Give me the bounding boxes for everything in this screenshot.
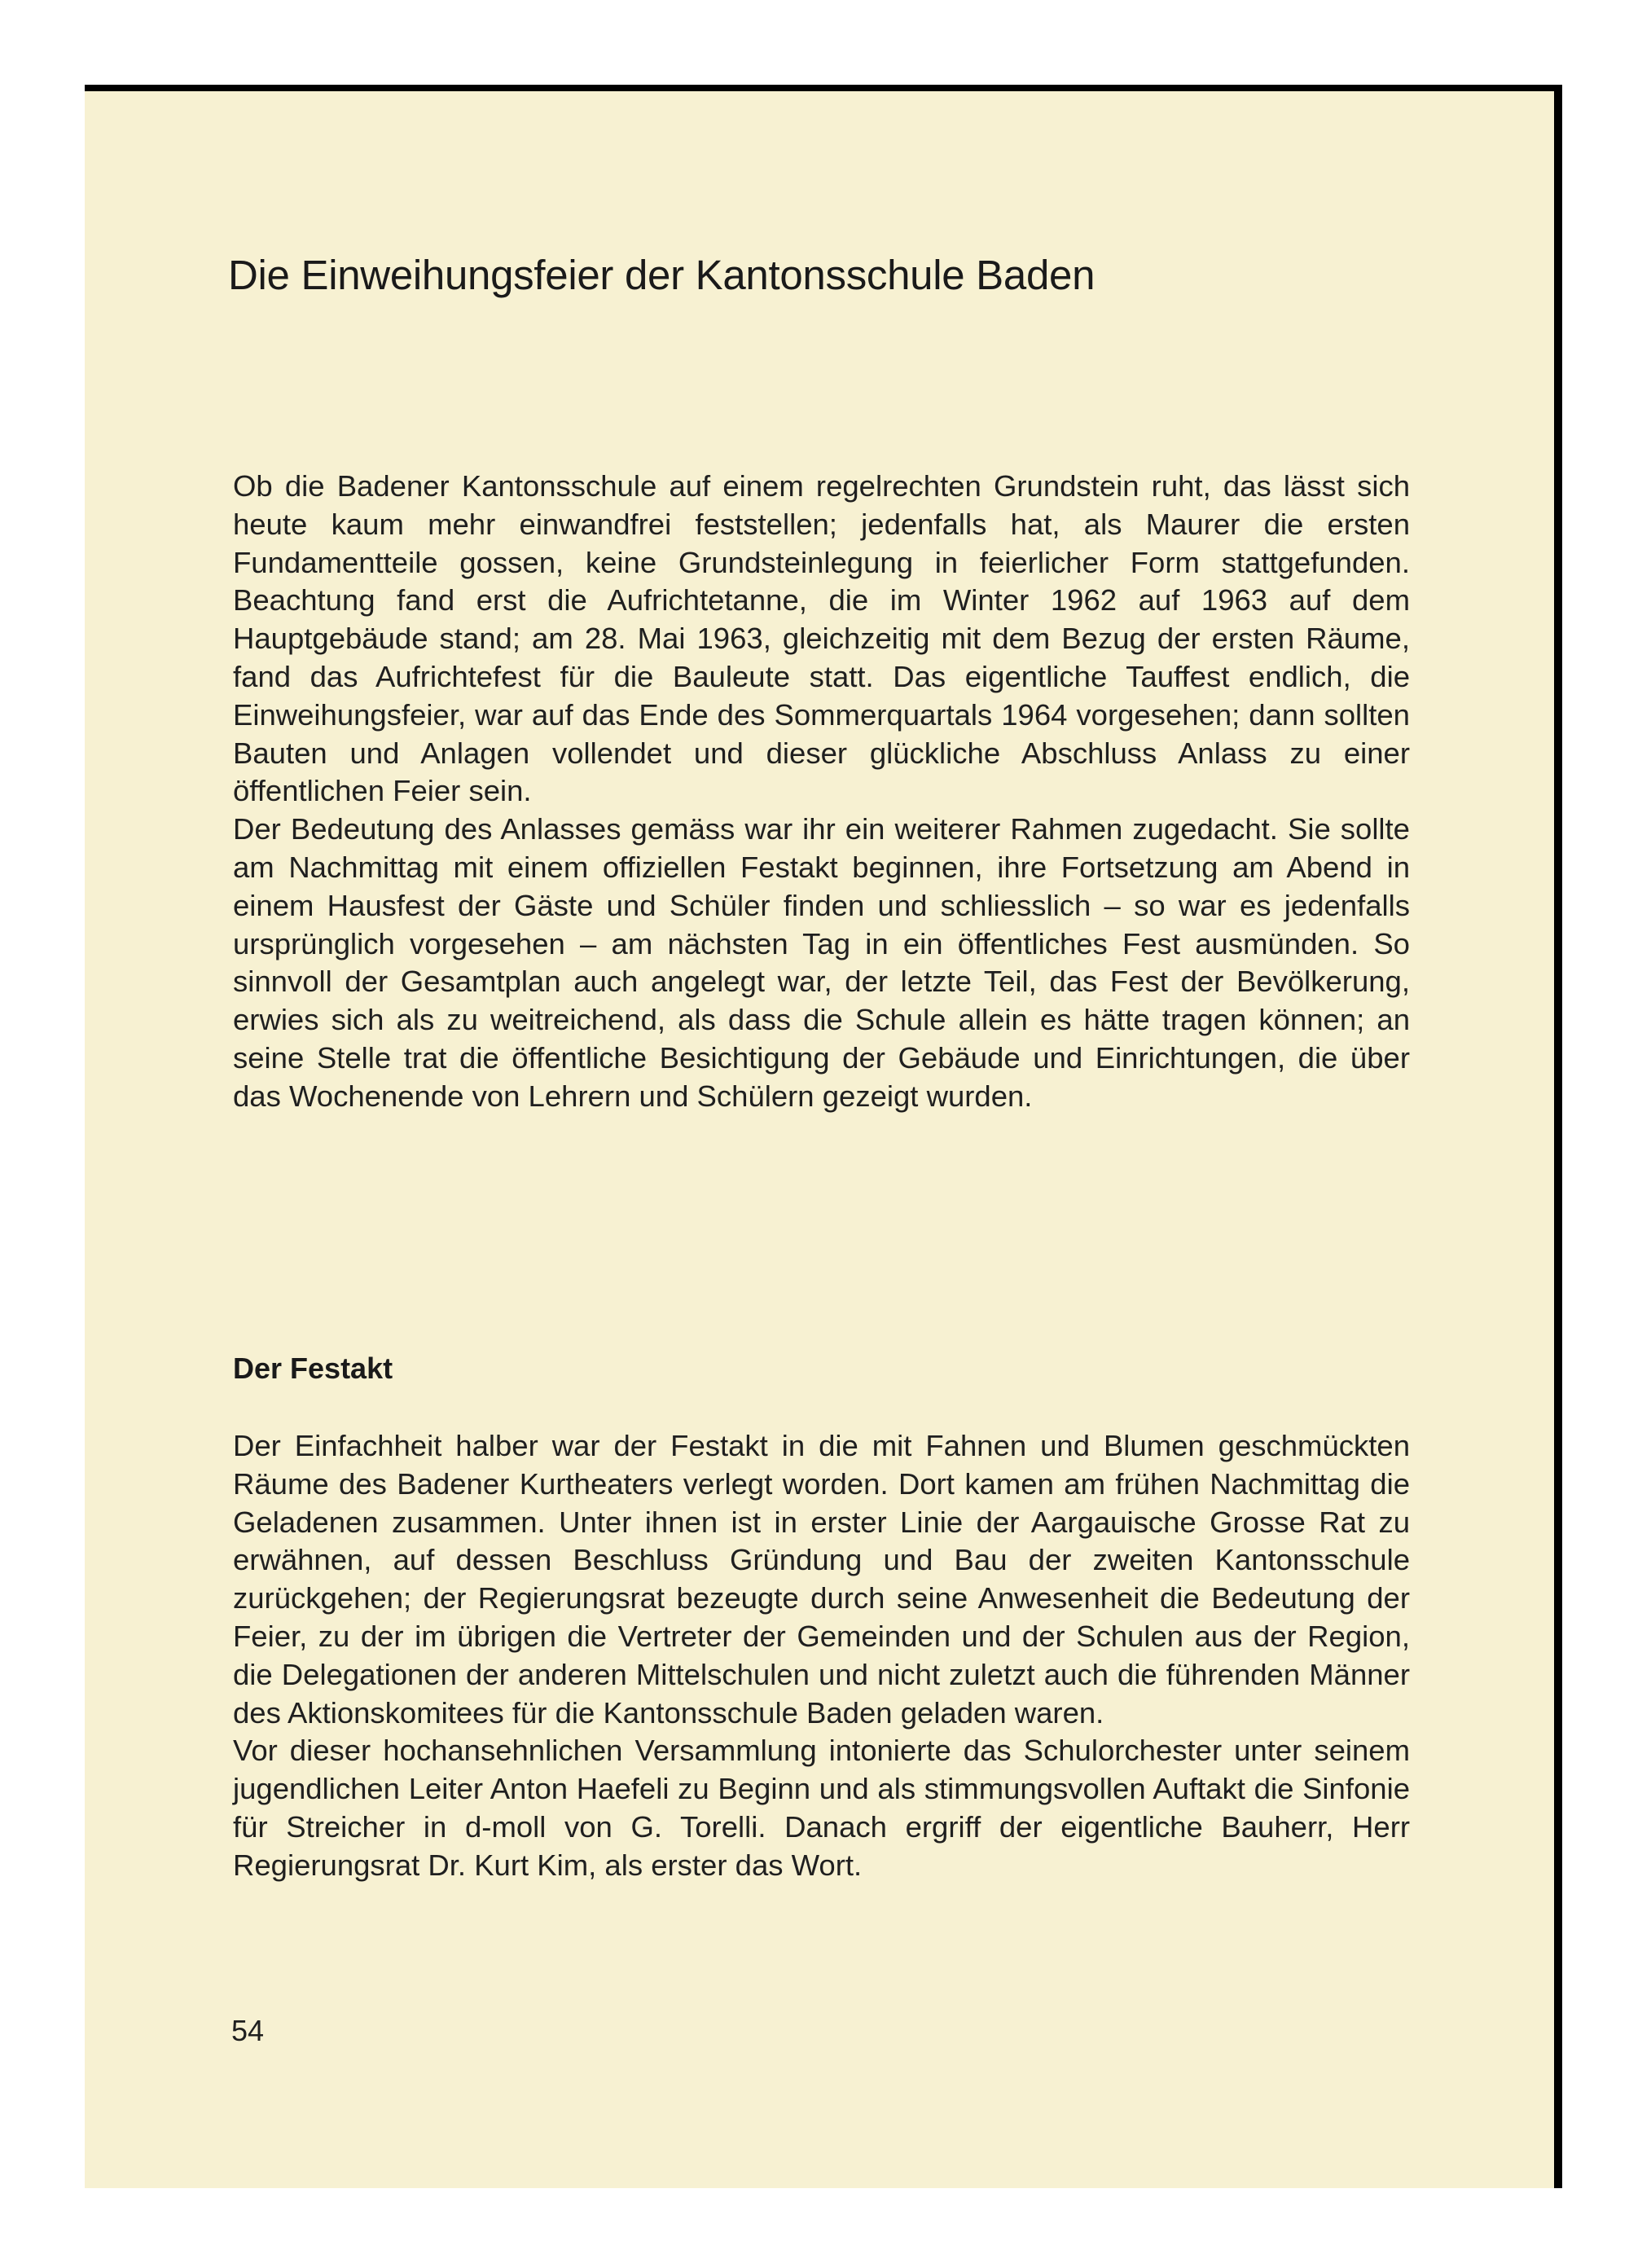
section-heading: Der Festakt xyxy=(233,1352,393,1385)
paragraph: Ob die Badener Kantonsschule auf einem regelrechten Grundstein ruht, das lässt sich heute kaum mehr einwandfrei feststellen; jedenfalls hat, als Maurer die ersten Fundamentteile gossen, keine Grundsteinlegung in feierlicher Form stattgefunden. Beachtung fand erst die Aufrichtetanne, die im Winter 1962 auf 1963 auf dem Hauptgebäude stand; am 28. Mai 1963, gleichzeitig mit dem Bezug der ersten Räume, fand das Aufrichtefest für die Bauleute statt. Das eigentliche Tauffest endlich, die Einweihungsfeier, war auf das Ende des Sommerquartals 1964 vorgesehen; dann sollten Bauten und Anlagen vollendet und dieser glückliche Abschluss Anlass zu einer öffentlichen Feier sein. xyxy=(233,469,1410,808)
paragraph: Der Bedeutung des Anlasses gemäss war ihr ein weiterer Rahmen zugedacht. Sie sollte am Nachmittag mit einem offiziellen Festakt beginnen, ihre Fortsetzung am Abend in einem Hausfest der Gäste und Schüler finden und schliesslich – so war es jedenfalls ursprünglich vorgesehen – am nächsten Tag in ein öffentliches Fest ausmünden. So sinnvoll der Gesamtplan auch angelegt war, der letzte Teil, das Fest der Bevölkerung, erwies sich als zu weitreichend, als dass die Schule allein es hätte tragen können; an seine Stelle trat die öffentliche Besichtigung der Gebäude und Einrichtungen, die über das Wochenende von Lehrern und Schülern gezeigt wurden. xyxy=(233,812,1410,1113)
page-title: Die Einweihungsfeier der Kantonsschule Baden xyxy=(228,252,1096,298)
intro-text xyxy=(233,468,1410,1116)
page-number: 54 xyxy=(231,2014,265,2047)
document-page xyxy=(85,85,1562,2188)
paragraph: Vor dieser hochansehnlichen Versammlung intonierte das Schulorchester unter seinem jugendlichen Leiter Anton Haefeli zu Beginn und als stimmungsvollen Auftakt die Sinfonie für Streicher in d-moll von G. Torelli. Danach ergriff der eigentliche Bauherr, Herr Regierungsrat Dr. Kurt Kim, als erster das Wort. xyxy=(233,1734,1410,1882)
paragraph: Der Einfachheit halber war der Festakt in die mit Fahnen und Blumen geschmückten Räume des Badener Kurtheaters verlegt worden. Dort kamen am frühen Nachmittag die Geladenen zusammen. Unter ihnen ist in erster Linie der Aargauische Grosse Rat zu erwähnen, auf dessen Beschluss Gründung und Bau der zweiten Kantonsschule zurückgehen; der Regierungsrat bezeugte durch seine Anwesenheit die Bedeutung der Feier, zu der im übrigen die Vertreter der Gemeinden und der Schulen aus der Region, die Delegationen der anderen Mittelschulen und nicht zuletzt auch die führenden Männer des Aktionskomitees für die Kantonsschule Baden geladen waren. xyxy=(233,1429,1410,1730)
festakt-text xyxy=(233,1427,1410,1885)
